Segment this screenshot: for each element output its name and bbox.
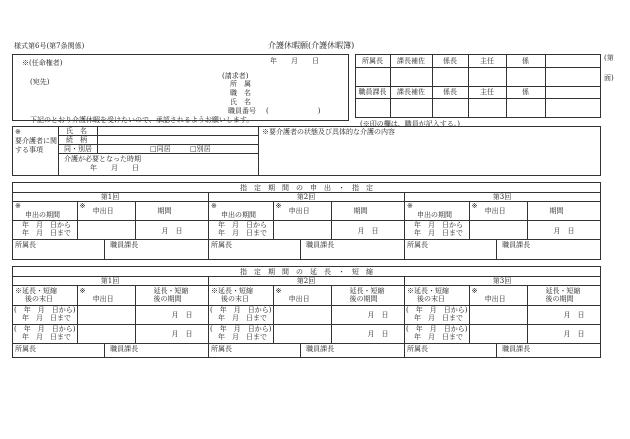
- divider: [496, 343, 497, 358]
- form-number: 様式第6号(第7条関係): [14, 42, 85, 50]
- designation-period-1: 第1回: [100, 193, 120, 201]
- personnel-label: 職員課長: [502, 241, 531, 249]
- ext-from-2[interactable]: ( 年 月 日から): [210, 325, 272, 333]
- ext-end-label: ※延長・短縮: [15, 287, 57, 295]
- ext-end-label-2: 後の末日: [25, 295, 53, 303]
- divider: [300, 343, 301, 358]
- ext-from-2[interactable]: ( 年 月 日から): [14, 325, 76, 333]
- chief-label: 所属長: [15, 241, 36, 249]
- divider: [135, 201, 136, 239]
- extension-title: 指 定 期 間 の 延 長 ・ 短 縮: [240, 268, 373, 276]
- ext-personnel-label: 職員課長: [502, 345, 531, 353]
- ext-from-2[interactable]: ( 年 月 日から): [406, 325, 468, 333]
- extension-mark: ※: [275, 287, 282, 295]
- cohabit-checkbox[interactable]: □同居: [150, 145, 171, 153]
- extension-period-3: 第3回: [492, 277, 512, 285]
- request-date-label: 申出日: [288, 207, 310, 215]
- ext-end-label: ※延長・短縮: [211, 287, 253, 295]
- separate-checkbox[interactable]: □別居: [190, 145, 211, 153]
- personnel-label: 職員課長: [306, 241, 335, 249]
- ext-chief-label: 所属長: [211, 345, 232, 353]
- divider: [469, 201, 470, 239]
- ext-chief-label: 所属長: [15, 345, 36, 353]
- divider: [527, 201, 528, 239]
- designation-mark: ※: [275, 202, 282, 210]
- designation-mark: ※: [15, 202, 21, 210]
- ext-days-1[interactable]: 月 日: [367, 311, 389, 319]
- approval-staff-2: 係: [522, 88, 529, 96]
- intro-text: 下記のとおり介護休暇を受けたいので、承認されるようお願いします。: [30, 116, 254, 124]
- ext-until-1[interactable]: 年 月 日まで: [414, 314, 463, 322]
- divider: [469, 285, 470, 343]
- request-date-label: 申出日: [484, 207, 506, 215]
- approval-personnel-chief: 職員課長: [358, 88, 387, 96]
- ext-until-2[interactable]: 年 月 日まで: [414, 333, 463, 341]
- designation-mark: ※: [79, 202, 86, 210]
- divider: [331, 201, 332, 239]
- extension-period-1: 第1回: [100, 277, 120, 285]
- approval-senior-1: 主任: [480, 57, 494, 65]
- request-period-label: 申出の期間: [221, 211, 256, 219]
- ext-days-1[interactable]: 月 日: [171, 311, 193, 319]
- applicant-affiliation[interactable]: 所 属: [230, 80, 251, 88]
- designation-mark: ※: [407, 202, 413, 210]
- ext-period-label: 延長・短縮: [349, 287, 385, 295]
- extension-period-2: 第2回: [296, 277, 316, 285]
- ext-period-label: 延長・短縮: [153, 287, 189, 295]
- personnel-label: 職員課長: [110, 241, 139, 249]
- request-period-label: 申出の期間: [417, 211, 452, 219]
- need-since-label: 介護が必要となった時期: [64, 155, 141, 163]
- period-days[interactable]: 月 日: [553, 227, 575, 235]
- ext-period-label-2: 後の期間: [153, 295, 182, 303]
- cared-mark: ※: [15, 128, 21, 136]
- cared-section-label: 要介護者に関する事項: [15, 137, 57, 154]
- applicant-job-title[interactable]: 職 名: [230, 89, 251, 97]
- divider: [496, 239, 497, 260]
- ext-days-2[interactable]: 月 日: [367, 330, 389, 338]
- ext-from-1[interactable]: ( 年 月 日から): [406, 306, 468, 314]
- addressee-label: (宛先): [30, 78, 50, 86]
- ext-chief-label: 所属長: [407, 345, 428, 353]
- ext-personnel-label: 職員課長: [306, 345, 335, 353]
- request-date-label: 申出日: [92, 207, 114, 215]
- ext-until-2[interactable]: 年 月 日まで: [218, 333, 267, 341]
- divider: [77, 285, 78, 343]
- designation-mark: ※: [211, 202, 217, 210]
- ext-request-date: 申出日: [288, 295, 310, 303]
- ext-until-1[interactable]: 年 月 日まで: [218, 314, 267, 322]
- divider: [527, 285, 528, 343]
- period-from[interactable]: 年 月 日から: [414, 221, 463, 229]
- ext-period-label: 延長・短縮: [545, 287, 581, 295]
- approval-staff-1: 係: [522, 57, 529, 65]
- designation-period-2: 第2回: [296, 193, 316, 201]
- ext-until-1[interactable]: 年 月 日まで: [22, 314, 71, 322]
- period-from[interactable]: 年 月 日から: [22, 221, 71, 229]
- ext-personnel-label: 職員課長: [110, 345, 139, 353]
- divider: [104, 343, 105, 358]
- divider: [273, 285, 274, 343]
- designation-period-3: 第3回: [492, 193, 512, 201]
- care-condition-label: ※要介護者の状態及び具体的な介護の内容: [262, 128, 395, 136]
- ext-period-label-2: 後の期間: [349, 295, 378, 303]
- ext-end-label-2: 後の末日: [417, 295, 445, 303]
- ext-until-2[interactable]: 年 月 日まで: [22, 333, 71, 341]
- approval-section-head-1: 係長: [443, 57, 457, 65]
- divider: [104, 239, 105, 260]
- approval-chief: 所属長: [362, 57, 383, 65]
- ext-days-1[interactable]: 月 日: [563, 311, 585, 319]
- cared-cohabit-label: 同・別居: [64, 145, 92, 153]
- period-days[interactable]: 月 日: [357, 227, 379, 235]
- applicant-header: (請求者): [222, 72, 249, 80]
- side-mark-bottom: 面): [604, 74, 614, 82]
- request-period-label: 申出の期間: [25, 211, 60, 219]
- cared-relation-label: 続 柄: [66, 136, 87, 144]
- need-since-date[interactable]: 年 月 日: [90, 164, 139, 172]
- extension-mark: ※: [79, 287, 86, 295]
- approval-section-head-2: 係長: [443, 88, 457, 96]
- period-days[interactable]: 月 日: [161, 227, 183, 235]
- note-text: (※印の欄は、職員が記入する。): [360, 120, 460, 128]
- divider: [135, 285, 136, 343]
- ext-days-2[interactable]: 月 日: [171, 330, 193, 338]
- form-title: 介護休暇願(介護休暇簿): [268, 41, 355, 50]
- chief-label: 所属長: [407, 241, 428, 249]
- divider: [331, 285, 332, 343]
- applicant-staff-number[interactable]: 職員番号: [228, 107, 256, 115]
- period-label: 期間: [157, 207, 172, 215]
- extension-mark: ※: [471, 287, 478, 295]
- ext-end-label: ※延長・短縮: [407, 287, 449, 295]
- side-mark-top: (第: [604, 54, 614, 62]
- period-label: 期間: [549, 207, 564, 215]
- appointer-label: ※(任命権者): [22, 59, 63, 67]
- approval-senior-2: 主任: [480, 88, 494, 96]
- period-until[interactable]: 年 月 日まで: [218, 229, 267, 237]
- period-from[interactable]: 年 月 日から: [218, 221, 267, 229]
- chief-label: 所属長: [211, 241, 232, 249]
- approval-deputy-2: 課長補佐: [397, 88, 425, 96]
- designation-mark: ※: [471, 202, 478, 210]
- period-label: 期間: [353, 207, 368, 215]
- staff-number-parens: ( ): [266, 107, 321, 115]
- divider: [300, 239, 301, 260]
- ext-request-date: 申出日: [484, 295, 506, 303]
- ext-period-label-2: 後の期間: [545, 295, 574, 303]
- divider: [273, 201, 274, 239]
- cared-name-label: 氏 名: [66, 127, 87, 135]
- ext-request-date: 申出日: [92, 295, 114, 303]
- period-until[interactable]: 年 月 日まで: [22, 229, 71, 237]
- ext-end-label-2: 後の末日: [221, 295, 249, 303]
- ext-from-1[interactable]: ( 年 月 日から): [210, 306, 272, 314]
- ext-from-1[interactable]: ( 年 月 日から): [14, 306, 76, 314]
- applicant-name[interactable]: 氏 名: [230, 98, 251, 106]
- ext-days-2[interactable]: 月 日: [563, 330, 585, 338]
- approval-deputy-1: 課長補佐: [397, 57, 425, 65]
- period-until[interactable]: 年 月 日まで: [414, 229, 463, 237]
- designation-title: 指 定 期 間 の 申 出 ・ 指 定: [240, 184, 373, 192]
- application-date[interactable]: 年 月 日: [270, 57, 319, 65]
- divider: [77, 201, 78, 239]
